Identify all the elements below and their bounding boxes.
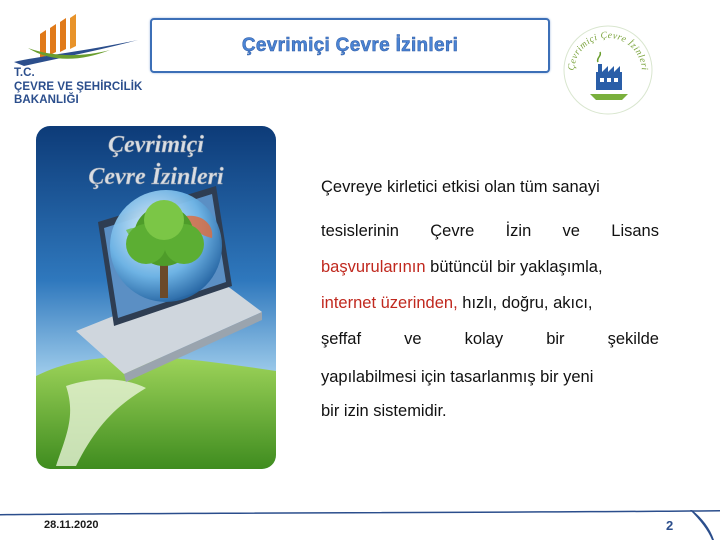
slide-title-box bbox=[150, 18, 550, 73]
factory-emblem-icon bbox=[560, 16, 656, 116]
highlight-text: internet üzerinden, bbox=[321, 294, 458, 312]
description-line: yapılabilmesi için tasarlanmış bir yeni bbox=[321, 368, 594, 386]
online-permits-emblem bbox=[560, 16, 656, 116]
slide-title: Çevrimiçi Çevre İzinleri bbox=[241, 35, 459, 56]
word: bir bbox=[546, 330, 565, 348]
description-line bbox=[321, 291, 659, 315]
description-line bbox=[321, 255, 659, 279]
description-line: bir izin sistemidir. bbox=[321, 402, 447, 420]
word: Çevre bbox=[430, 222, 475, 240]
tree-globe-image bbox=[36, 126, 276, 469]
word: Lisans bbox=[611, 222, 659, 240]
description-line bbox=[321, 327, 659, 351]
emblem-text: Çevrimiçi Çevre İzinleri bbox=[566, 30, 649, 72]
description-line bbox=[321, 219, 659, 243]
ministry-name-line: ÇEVRE VE ŞEHİRCİLİK bbox=[14, 80, 143, 93]
page-number: 2 bbox=[666, 518, 674, 533]
image-title-line2: Çevre İzinleri bbox=[88, 164, 224, 190]
word: ve bbox=[562, 222, 580, 240]
footer-rule bbox=[0, 510, 720, 540]
promo-image bbox=[36, 126, 276, 469]
image-title-line1: Çevrimiçi bbox=[108, 132, 204, 158]
ministry-name-line: T.C. bbox=[14, 67, 35, 79]
ministry-logo bbox=[10, 12, 145, 112]
word: tesislerinin bbox=[321, 222, 399, 240]
footer-date: 28.11.2020 bbox=[44, 519, 99, 531]
word: kolay bbox=[464, 330, 504, 348]
word: şekilde bbox=[607, 330, 659, 348]
ministry-logo-icon bbox=[10, 12, 145, 70]
ministry-name bbox=[14, 67, 142, 108]
text: bütüncül bir yaklaşımla, bbox=[425, 258, 603, 276]
word: şeffaf bbox=[321, 330, 362, 348]
highlight-text: başvurularının bbox=[321, 258, 426, 276]
ministry-name-line: BAKANLIĞI bbox=[14, 94, 79, 106]
word: İzin bbox=[505, 222, 532, 240]
text: hızlı, doğru, akıcı, bbox=[457, 294, 593, 312]
word: ve bbox=[404, 330, 422, 348]
description-line: Çevreye kirletici etkisi olan tüm sanayi bbox=[321, 178, 600, 196]
